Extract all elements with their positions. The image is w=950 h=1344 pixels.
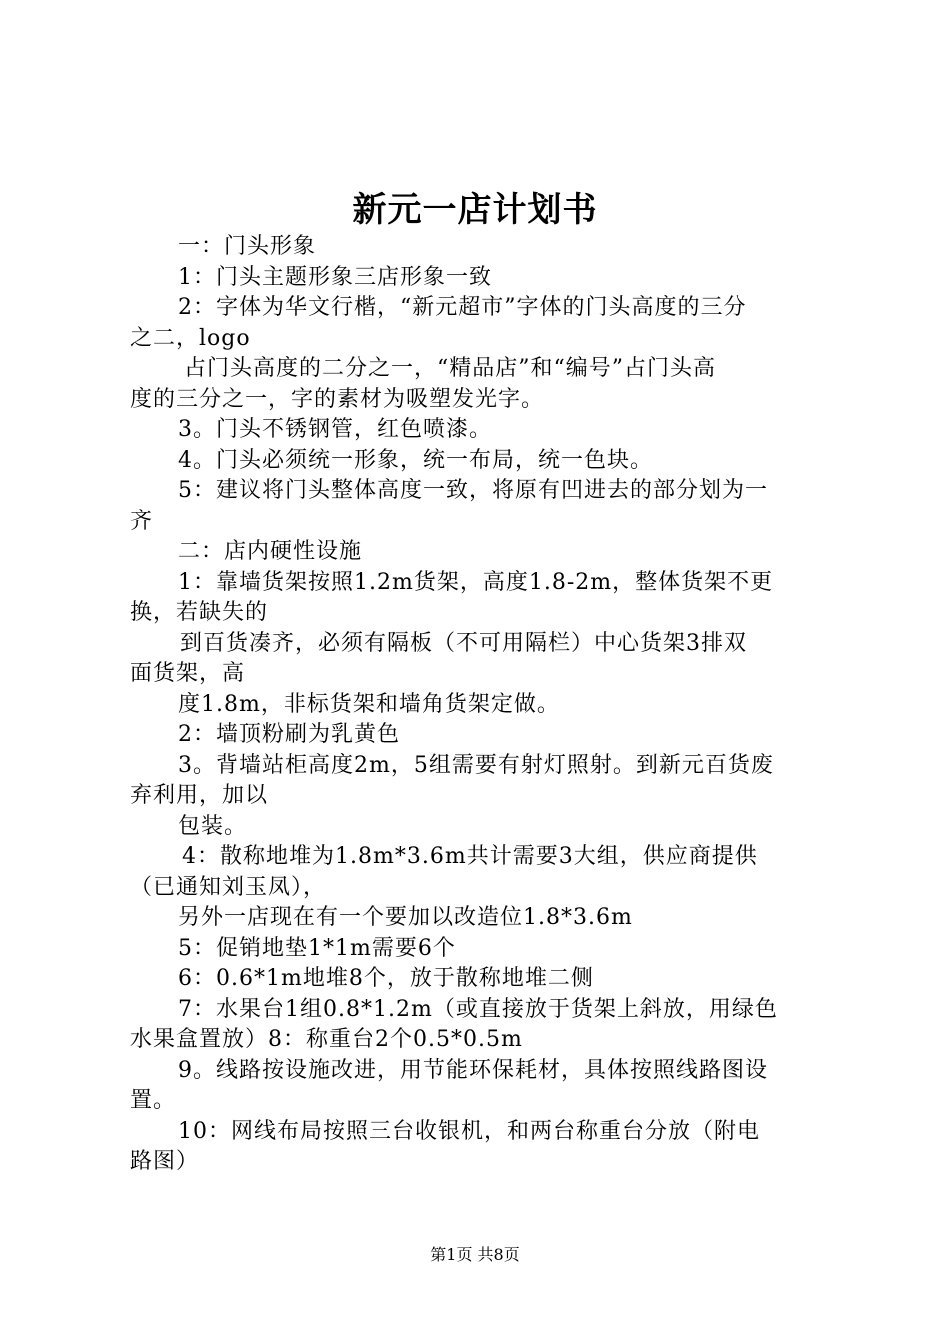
body-line: 二：店内硬性设施 bbox=[178, 539, 363, 564]
body-line: 5：促销地垫1*1m需要6个 bbox=[178, 935, 456, 961]
body-line: 水果盒置放）8：称重台2个0.5*0.5m bbox=[130, 1027, 523, 1052]
body-line: 6：0.6*1m地堆8个，放于散称地堆二侧 bbox=[178, 966, 594, 991]
body-line: 4。门头必须统一形象，统一布局，统一色块。 bbox=[178, 447, 653, 473]
body-line: 换，若缺失的 bbox=[130, 600, 269, 625]
body-line: 1：门头主题形象三店形象一致 bbox=[178, 264, 492, 290]
body-line: 置。 bbox=[130, 1088, 177, 1113]
body-line: 面货架，高 bbox=[130, 661, 246, 686]
body-line: 占门头高度的二分之一，“精品店”和“编号”占门头高 bbox=[184, 356, 716, 381]
document-body bbox=[130, 232, 832, 1178]
page-footer: 第1页 共8页 bbox=[430, 1245, 520, 1264]
body-line: 7：水果台1组0.8*1.2m（或直接放于货架上斜放，用绿色 bbox=[178, 996, 778, 1022]
body-line: 另外一店现在有一个要加以改造位1.8*3.6m bbox=[178, 905, 633, 930]
body-line: 之二，logo bbox=[130, 325, 251, 351]
body-line: 4：散称地堆为1.8m*3.6m共计需要3大组，供应商提供 bbox=[182, 844, 758, 869]
body-line: 度的三分之一，字的素材为吸塑发光字。 bbox=[130, 386, 545, 412]
body-line: 齐 bbox=[130, 508, 154, 534]
body-line: 2：字体为华文行楷，“新元超市”字体的门头高度的三分 bbox=[178, 295, 747, 320]
body-line: 1：靠墙货架按照1.2m货架，高度1.8-2m，整体货架不更 bbox=[178, 569, 774, 595]
body-line: 到百货凑齐，必须有隔板（不可用隔栏）中心货架3排双 bbox=[180, 630, 747, 656]
body-line: 9。线路按设施改进，用节能环保耗材，具体按照线路图设 bbox=[178, 1057, 768, 1083]
document-title: 新元一店计划书 bbox=[352, 190, 598, 230]
body-line: 3。背墙站柜高度2m，5组需要有射灯照射。到新元百货废 bbox=[178, 752, 774, 778]
body-line: 包装。 bbox=[178, 813, 248, 839]
body-line: 5：建议将门头整体高度一致，将原有凹进去的部分划为一 bbox=[178, 478, 768, 503]
body-line: （已通知刘玉凤）， bbox=[130, 874, 327, 900]
body-line: 一：门头形象 bbox=[178, 234, 317, 259]
body-line: 2：墙顶粉刷为乳黄色 bbox=[178, 722, 400, 747]
body-line: 弃利用，加以 bbox=[130, 783, 269, 808]
body-line: 度1.8m，非标货架和墙角货架定做。 bbox=[178, 691, 560, 717]
body-line: 10：网线布局按照三台收银机，和两台称重台分放（附电 bbox=[178, 1118, 760, 1144]
body-line: 路图） bbox=[130, 1149, 200, 1174]
body-line: 3。门头不锈钢管，红色喷漆。 bbox=[178, 417, 492, 442]
